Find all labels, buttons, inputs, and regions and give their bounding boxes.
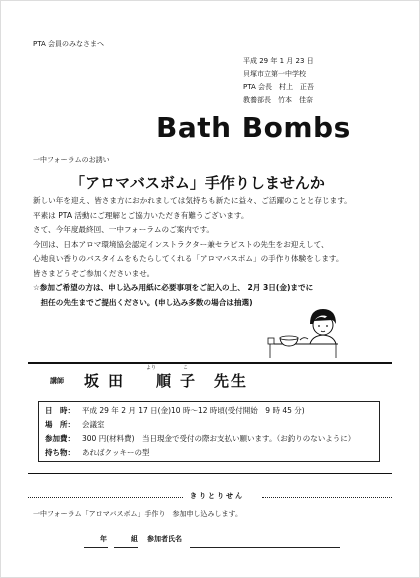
participant-name-field[interactable] — [190, 547, 340, 548]
year-label: 年 — [100, 535, 107, 543]
date-row — [45, 406, 305, 416]
illustration-person-at-table — [266, 304, 340, 360]
forum-invitation: 一中フォーラムのお誘い — [33, 156, 110, 164]
place-label: 場 所： — [45, 420, 75, 429]
application-statement: 一中フォーラム「アロマバスボム」手作り 参加申し込みします。 — [33, 510, 242, 518]
items-value: あればクッキーの型 — [82, 448, 150, 457]
title-english: Bath Bombs — [156, 111, 351, 144]
body-line: 平素は PTA 活動にご理解とご協力いただき有難うございます。 — [33, 210, 249, 220]
education-head: 教養部長 竹本 佳奈 — [243, 96, 313, 104]
issue-date: 平成 29 年 1 月 23 日 — [243, 57, 314, 65]
body-line: 心地良い香りのバスタイムをもたらしてくれる「アロマバスボム」の手作り体験をします。 — [33, 254, 344, 263]
items-row — [45, 448, 150, 458]
body-line: 新しい年を迎え、皆さま方におかれましては気持ちも新たに益々、ご活躍のことと存じます。 — [33, 196, 352, 205]
body-line: 皆さまどうぞご参加くださいませ。 — [33, 268, 155, 278]
school-name: 貝塚市立第一中学校 — [243, 70, 306, 78]
body-line: さて、今年度最終回、一中フォーラムのご案内です。 — [33, 225, 215, 234]
date-value: 平成 29 年 2 月 17 日(金)10 時～12 時頃(受付開始 9 時 45 分) — [82, 406, 305, 415]
items-label: 持ち物： — [45, 448, 75, 457]
lecturer-name: 坂田 順子 — [84, 372, 205, 390]
participant-name-label: 参加者氏名 — [147, 535, 182, 543]
cut-line-left — [28, 497, 183, 498]
fee-row — [45, 434, 355, 444]
class-label: 組 — [131, 535, 138, 543]
fee-value: 300 円(材料費) 当日現金で受付の際お支払い願います。（お釣りのないように） — [82, 434, 356, 443]
body-line: 今回は、日本アロマ環境協会認定インストラクター兼セラピストの先生をお迎えして、 — [33, 239, 329, 249]
ruby-reading: より — [146, 365, 157, 371]
body-text — [33, 194, 352, 310]
section-divider — [28, 362, 392, 364]
addressee: PTA 会員のみなさまへ — [33, 40, 104, 48]
lecturer-label: 講師 — [50, 377, 64, 385]
pta-chair: PTA 会長 村上 正吾 — [243, 83, 314, 91]
cut-line-label: きりとりせん — [190, 492, 244, 500]
event-details-box — [38, 401, 380, 462]
place-value: 会議室 — [82, 420, 105, 429]
section-divider — [28, 473, 392, 474]
class-field[interactable] — [114, 547, 138, 548]
lecturer-honorific: 先生 — [214, 372, 249, 390]
body-line: 担任の先生までご提出ください。(申し込み多数の場合は抽選) — [33, 297, 253, 307]
place-row — [45, 420, 105, 430]
fee-label: 参加費： — [45, 434, 75, 443]
ruby-reading: こ — [183, 365, 189, 371]
date-label: 日 時： — [45, 406, 75, 415]
cut-line-right — [262, 497, 392, 498]
year-field[interactable] — [84, 547, 108, 548]
title-japanese: 「アロマバスボム」手作りしませんか — [70, 174, 325, 192]
body-line: ☆参加ご希望の方は、申し込み用紙に必要事項をご記入の上、 2月 3日(金)までに — [33, 283, 314, 292]
